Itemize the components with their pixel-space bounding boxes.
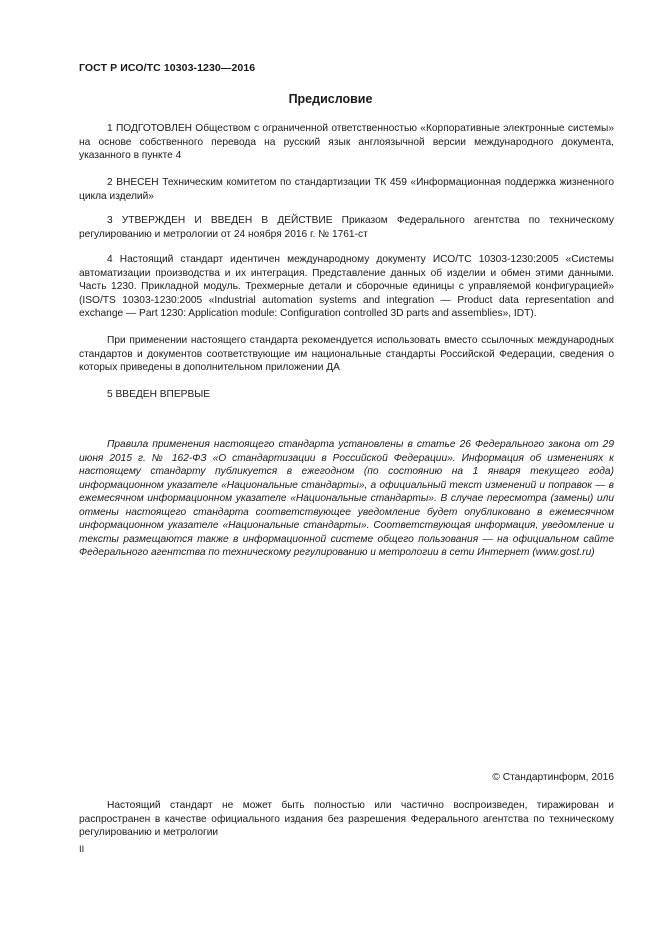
standard-designation: ГОСТ Р ИСО/ТС 10303-1230—2016 (79, 62, 256, 74)
page-number: II (79, 844, 85, 855)
paragraph-2-introduced: 2 ВНЕСЕН Техническим комитетом по стандартизации ТК 459 «Информационная поддержка жизненного цикла изделий» (79, 177, 614, 202)
reproduction-notice: Настоящий стандарт не может быть полностью или частично воспроизведен, тиражирован и распространен в качестве официального издания без разрешения Федерального агентства по техническому регулированию и метрологии (79, 800, 614, 838)
paragraph-3-approved: 3 УТВЕРЖДЕН И ВВЕДЕН В ДЕЙСТВИЕ Приказом Федерального агентства по техническому регулированию и метрологии от 24 ноября 2016 г. № 1761-ст (79, 215, 614, 240)
paragraph-5-first-introduced: 5 ВВЕДЕН ВПЕРВЫЕ (107, 389, 211, 400)
paragraph-4-references: При применении настоящего стандарта рекомендуется использовать вместо ссылочных международных стандартов и документов соответствующие им национальные стандарты Российской Федерации, сведения о которых приведены в дополнительном приложении ДА (79, 335, 614, 373)
paragraph-4-identical: 4 Настоящий стандарт идентичен международному документу ИСО/ТС 10303-1230:2005 «Системы автоматизации производства и их интеграция. Представление данных об изделии и обмен этими данными. Часть 1230. Прикладной модуль. Трехмерные детали и сборочные единицы с управляемой конфигурацией» (ISO/TS 10303-1230:2005 «Industrial automation systems and integration — Product data representation and exchange — Part 1230: Application module: Configuration controlled 3D parts and assemblies», IDT). (79, 254, 614, 319)
copyright-notice: © Стандартинформ, 2016 (492, 772, 614, 783)
rules-of-application: Правила применения настоящего стандарта установлены в статье 26 Федерального закона от 29 июня 2015 г. № 162-ФЗ «О стандартизации в Российской Федерации». Информация об изменениях к настоящему стандарту публикуется в ежегодном (по состоянию на 1 января текущего года) информационном указателе «Национальные стандарты», а официальный текст изменений и поправок — в ежемесячном информационном указателе «Национальные стандарты». В случае пересмотра (замены) или отмены настоящего стандарта соответствующее уведомление будет опубликовано в ежемесячном информационном указателе «Национальные стандарты». Соответствующая информация, уведомление и тексты размещаются также в информационной системе общего пользования — на официальном сайте Федерального агентства по техническому регулированию и метрологии в сети Интернет (www.gost.ru) (79, 439, 614, 558)
page-title: Предисловие (288, 92, 373, 106)
paragraph-1-prepared: 1 ПОДГОТОВЛЕН Обществом с ограниченной ответственностью «Корпоративные электронные системы» на основе собственного перевода на русский язык англоязычной версии международного документа, указанного в пункте 4 (79, 123, 614, 161)
